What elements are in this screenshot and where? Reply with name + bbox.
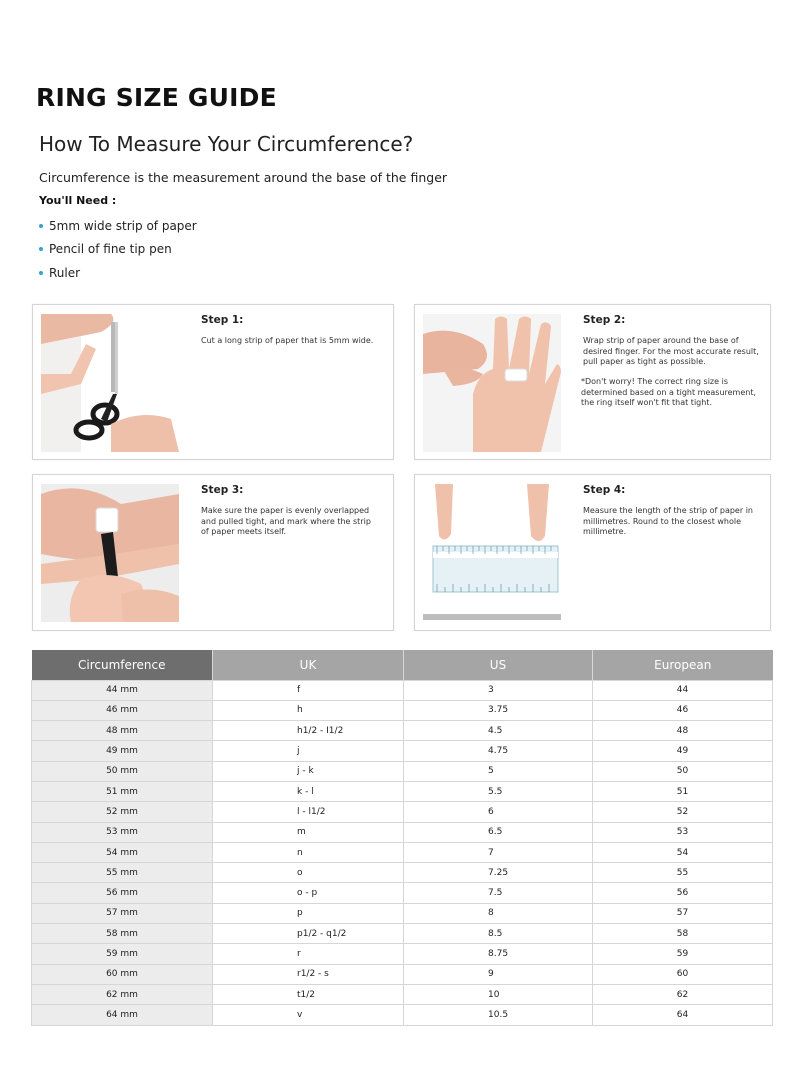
- circumference-cell: 52 mm: [32, 802, 213, 822]
- european-size-cell: 59: [593, 944, 773, 964]
- us-size-cell: 3.75: [404, 700, 593, 720]
- uk-size-cell: j - k: [213, 761, 404, 781]
- uk-size-cell: m: [213, 822, 404, 842]
- european-size-cell: 55: [593, 863, 773, 883]
- us-size-cell: 6: [404, 802, 593, 822]
- circumference-cell: 49 mm: [32, 741, 213, 761]
- us-size-cell: 10.5: [404, 1005, 593, 1025]
- circumference-cell: 53 mm: [32, 822, 213, 842]
- step-title: Step 3:: [201, 484, 244, 496]
- european-size-cell: 44: [593, 680, 773, 700]
- european-size-cell: 64: [593, 1005, 773, 1025]
- table-row: [32, 822, 773, 842]
- us-size-cell: 6.5: [404, 822, 593, 842]
- table-row: [32, 761, 773, 781]
- table-row: [32, 903, 773, 923]
- european-size-cell: 53: [593, 822, 773, 842]
- european-size-cell: 57: [593, 903, 773, 923]
- step-card-2: [414, 304, 771, 460]
- european-size-cell: 56: [593, 883, 773, 903]
- uk-size-cell: t1/2: [213, 984, 404, 1004]
- list-item: [39, 261, 197, 285]
- uk-size-cell: v: [213, 1005, 404, 1025]
- european-size-cell: 52: [593, 802, 773, 822]
- circumference-cell: 51 mm: [32, 781, 213, 801]
- list-item: [39, 238, 197, 262]
- uk-size-cell: k - l: [213, 781, 404, 801]
- step-title: Step 2:: [583, 314, 626, 326]
- ring-size-table: [31, 650, 773, 1026]
- circumference-cell: 59 mm: [32, 944, 213, 964]
- list-item-label: Pencil of fine tip pen: [49, 242, 172, 257]
- us-size-cell: 8: [404, 903, 593, 923]
- circumference-cell: 64 mm: [32, 1005, 213, 1025]
- bullet-icon: [39, 247, 43, 251]
- page-title: RING SIZE GUIDE: [36, 83, 277, 112]
- step-2-photo: [423, 314, 561, 452]
- circumference-cell: 60 mm: [32, 964, 213, 984]
- european-size-cell: 48: [593, 721, 773, 741]
- table-row: [32, 1005, 773, 1025]
- list-item-label: Ruler: [49, 265, 81, 280]
- circumference-cell: 46 mm: [32, 700, 213, 720]
- european-size-cell: 50: [593, 761, 773, 781]
- step-1-photo: [41, 314, 179, 452]
- circumference-cell: 48 mm: [32, 721, 213, 741]
- step-description: Measure the length of the strip of paper in millimetres. Round to the closest whole millimetre.: [583, 506, 753, 536]
- circumference-cell: 44 mm: [32, 680, 213, 700]
- european-size-cell: 46: [593, 700, 773, 720]
- us-size-cell: 7.25: [404, 863, 593, 883]
- table-row: [32, 964, 773, 984]
- uk-size-cell: h1/2 - I1/2: [213, 721, 404, 741]
- step-3-photo: [41, 484, 179, 622]
- circumference-cell: 58 mm: [32, 924, 213, 944]
- us-size-cell: 10: [404, 984, 593, 1004]
- european-size-cell: 54: [593, 842, 773, 862]
- circumference-cell: 56 mm: [32, 883, 213, 903]
- uk-size-cell: p: [213, 903, 404, 923]
- table-body: [32, 680, 773, 1025]
- table-row: [32, 883, 773, 903]
- column-header-uk: UK: [213, 650, 404, 680]
- step-card-1: [32, 304, 394, 460]
- column-header-circumference: Circumference: [32, 650, 213, 680]
- bullet-icon: [39, 271, 43, 275]
- table-row: [32, 680, 773, 700]
- us-size-cell: 7: [404, 842, 593, 862]
- table-row: [32, 863, 773, 883]
- list-item: [39, 214, 197, 238]
- us-size-cell: 3: [404, 680, 593, 700]
- us-size-cell: 4.75: [404, 741, 593, 761]
- us-size-cell: 9: [404, 964, 593, 984]
- european-size-cell: 58: [593, 924, 773, 944]
- uk-size-cell: f: [213, 680, 404, 700]
- step-4-photo: [423, 484, 561, 622]
- step-description: Make sure the paper is evenly overlapped and pulled tight, and mark where the strip of paper meets itself.: [201, 506, 371, 536]
- circumference-cell: 50 mm: [32, 761, 213, 781]
- table-row: [32, 924, 773, 944]
- european-size-cell: 51: [593, 781, 773, 801]
- circumference-cell: 54 mm: [32, 842, 213, 862]
- us-size-cell: 5.5: [404, 781, 593, 801]
- table-row: [32, 842, 773, 862]
- step-note: *Don't worry! The correct ring size is determined based on a tight measurement, the ring itself won't fit that tight.: [581, 377, 757, 407]
- european-size-cell: 60: [593, 964, 773, 984]
- table-row: [32, 741, 773, 761]
- uk-size-cell: o: [213, 863, 404, 883]
- circumference-cell: 57 mm: [32, 903, 213, 923]
- column-header-us: US: [404, 650, 593, 680]
- uk-size-cell: p1/2 - q1/2: [213, 924, 404, 944]
- table-row: [32, 700, 773, 720]
- table-row: [32, 721, 773, 741]
- uk-size-cell: l - l1/2: [213, 802, 404, 822]
- us-size-cell: 7.5: [404, 883, 593, 903]
- section-heading: How To Measure Your Circumference?: [39, 132, 414, 156]
- table-row: [32, 984, 773, 1004]
- uk-size-cell: j: [213, 741, 404, 761]
- us-size-cell: 8.75: [404, 944, 593, 964]
- step-description: Cut a long strip of paper that is 5mm wide.: [201, 336, 374, 345]
- uk-size-cell: r1/2 - s: [213, 964, 404, 984]
- column-header-european: European: [593, 650, 773, 680]
- uk-size-cell: h: [213, 700, 404, 720]
- needs-list: [39, 214, 197, 285]
- step-description: Wrap strip of paper around the base of desired finger. For the most accurate result, pull paper as tight as possible.: [583, 336, 759, 366]
- uk-size-cell: o - p: [213, 883, 404, 903]
- bullet-icon: [39, 224, 43, 228]
- circumference-cell: 55 mm: [32, 863, 213, 883]
- step-title: Step 4:: [583, 484, 626, 496]
- us-size-cell: 5: [404, 761, 593, 781]
- circumference-cell: 62 mm: [32, 984, 213, 1004]
- european-size-cell: 49: [593, 741, 773, 761]
- needs-heading: You'll Need :: [39, 194, 117, 207]
- us-size-cell: 8.5: [404, 924, 593, 944]
- table-row: [32, 781, 773, 801]
- step-card-4: [414, 474, 771, 631]
- intro-text: Circumference is the measurement around the base of the finger: [39, 170, 448, 185]
- us-size-cell: 4.5: [404, 721, 593, 741]
- european-size-cell: 62: [593, 984, 773, 1004]
- step-card-3: [32, 474, 394, 631]
- table-header-row: [32, 650, 773, 680]
- table-row: [32, 802, 773, 822]
- list-item-label: 5mm wide strip of paper: [49, 218, 197, 233]
- table-row: [32, 944, 773, 964]
- uk-size-cell: n: [213, 842, 404, 862]
- step-title: Step 1:: [201, 314, 244, 326]
- uk-size-cell: r: [213, 944, 404, 964]
